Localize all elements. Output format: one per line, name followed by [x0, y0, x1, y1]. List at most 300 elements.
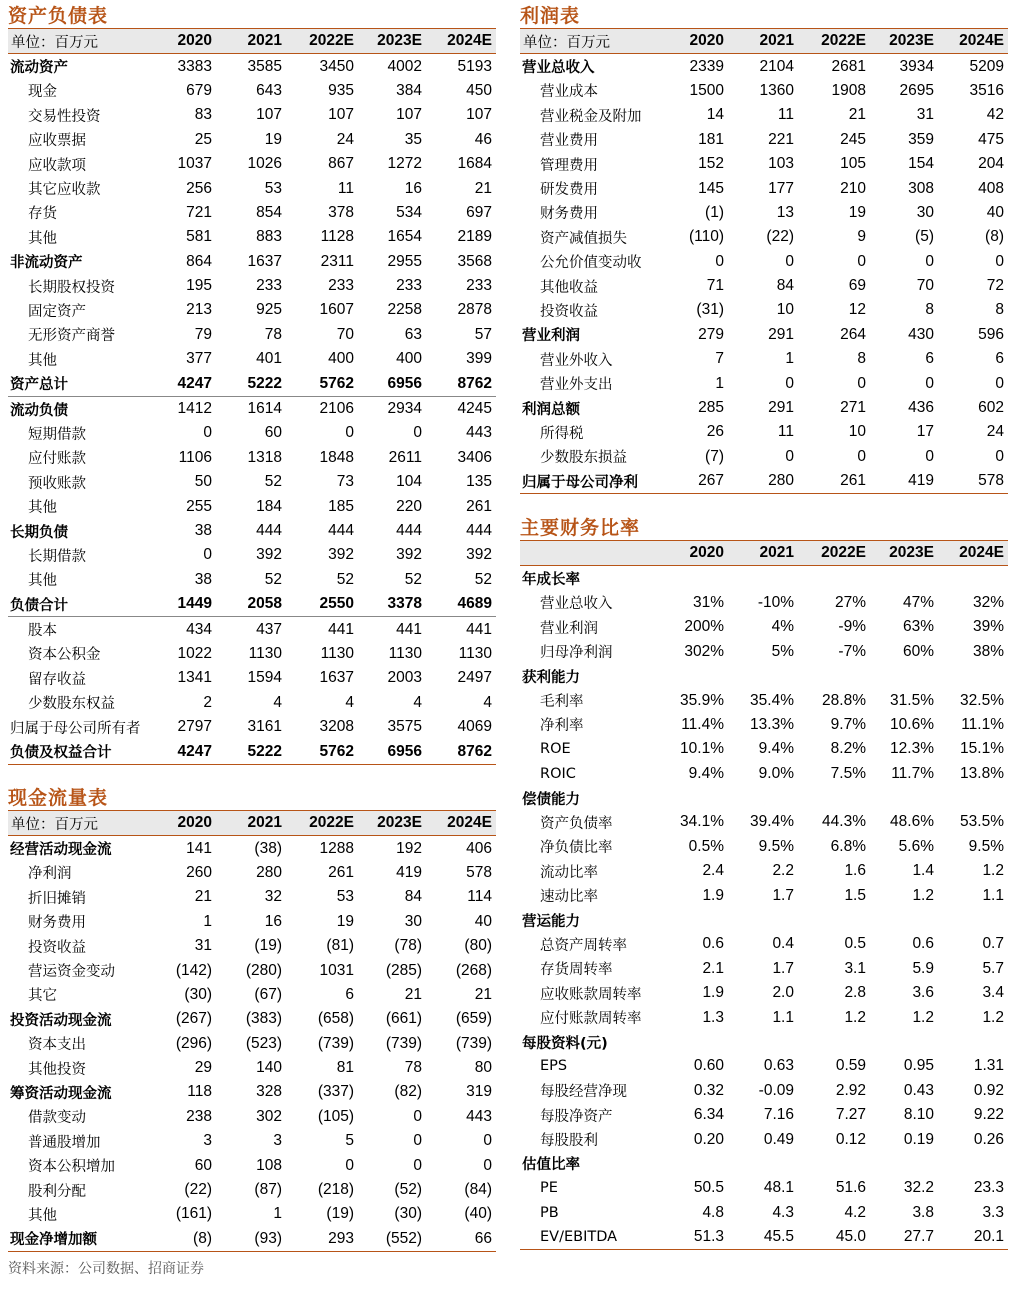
cell-value: 3934 — [899, 57, 934, 75]
table-header-row — [520, 541, 1008, 566]
cell-value: 48.6% — [890, 813, 934, 831]
cell-value: 4245 — [426, 396, 496, 421]
cell-value: 80 — [474, 1059, 492, 1077]
cell-value: 377 — [186, 350, 212, 368]
row-label: 速动比率 — [540, 889, 598, 906]
cell-value: 63% — [902, 618, 934, 636]
row-label: 营业外收入 — [540, 352, 613, 369]
cell-value — [668, 786, 728, 810]
cell-value: 9 — [857, 228, 866, 246]
table-row — [520, 908, 1008, 932]
cell-value: 84 — [404, 888, 422, 906]
cell-value: 60% — [902, 642, 934, 660]
row-label: 营业总收入 — [522, 60, 595, 77]
row-label: 少数股东权益 — [28, 696, 115, 713]
cell-value: 104 — [396, 473, 422, 491]
cell-value: 1654 — [387, 228, 422, 246]
cell-value: (161) — [175, 1205, 212, 1223]
cell-value: (19) — [326, 1205, 354, 1223]
cell-value: 2550 — [319, 595, 354, 613]
cell-value — [668, 1030, 728, 1054]
cell-value: 0.19 — [903, 1130, 934, 1148]
table-row — [8, 958, 496, 982]
cell-value: 2058 — [247, 595, 282, 613]
cell-value: 107 — [466, 106, 492, 124]
cell-value: 17 — [916, 423, 934, 441]
table-row — [520, 835, 1008, 859]
cell-value: 53 — [264, 179, 282, 197]
cell-value: (280) — [245, 961, 282, 979]
cell-value: 883 — [256, 228, 282, 246]
cell-value: 434 — [156, 617, 216, 642]
cell-value: 13.3% — [750, 715, 794, 733]
cell-value: 443 — [466, 1107, 492, 1125]
cell-value: 1637 — [247, 252, 282, 270]
row-label: 长期借款 — [28, 548, 86, 565]
row-label: 营业成本 — [540, 84, 598, 101]
cell-value: 2 — [203, 693, 212, 711]
cell-value: 69 — [848, 277, 866, 295]
cell-value: 0 — [203, 424, 212, 442]
cell-value: 52 — [264, 473, 282, 491]
cell-value: 1594 — [247, 669, 282, 687]
unit-label: 单位：百万元 — [520, 29, 668, 54]
cell-value: 1684 — [457, 155, 492, 173]
row-label: 股本 — [8, 617, 156, 642]
table-row — [8, 1080, 496, 1104]
cell-value: 293 — [286, 1227, 358, 1252]
cell-value: 184 — [256, 497, 282, 515]
cell-value: 1449 — [177, 595, 212, 613]
table-row — [520, 713, 1008, 737]
row-label: 其它 — [28, 988, 57, 1005]
cell-value: 581 — [186, 228, 212, 246]
cell-value: 103 — [768, 155, 794, 173]
cell-value: 8 — [857, 350, 866, 368]
cell-value — [938, 1152, 1008, 1176]
cell-value: 328 — [256, 1083, 282, 1101]
cell-value — [870, 664, 938, 688]
row-label: 财务费用 — [540, 206, 598, 223]
row-label: PB — [540, 1204, 559, 1221]
cell-value: 57 — [474, 325, 492, 343]
cell-value: 578 — [938, 469, 1008, 494]
row-label: 借款变动 — [28, 1110, 86, 1127]
table-row — [520, 1079, 1008, 1103]
cell-value: (296) — [175, 1034, 212, 1052]
cell-value: 4247 — [156, 739, 216, 764]
cell-value: 0.26 — [973, 1130, 1004, 1148]
cell-value — [870, 566, 938, 591]
cell-value: 8 — [995, 301, 1004, 319]
cell-value: 5209 — [969, 57, 1004, 75]
row-label: 其他 — [28, 352, 57, 369]
cell-value: 5 — [345, 1132, 354, 1150]
cell-value: (52) — [394, 1181, 422, 1199]
cell-value: (8) — [156, 1227, 216, 1252]
row-label: 无形资产商誉 — [28, 328, 115, 345]
cell-value — [668, 664, 728, 688]
row-label: 存货 — [28, 206, 57, 223]
cell-value: 177 — [768, 179, 794, 197]
cell-value: 443 — [466, 424, 492, 442]
cell-value: 1 — [785, 350, 794, 368]
table-row — [8, 983, 496, 1007]
row-label: 投资收益 — [28, 939, 86, 956]
cell-value: 721 — [186, 203, 212, 221]
cell-value: 51.3 — [668, 1225, 728, 1250]
cell-value: 83 — [194, 106, 212, 124]
cell-value — [728, 1030, 798, 1054]
row-label: 净利率 — [540, 718, 584, 735]
cell-value: 441 — [358, 617, 426, 642]
ratios-table — [520, 540, 1008, 1250]
row-label: 其他投资 — [28, 1061, 86, 1078]
table-row — [520, 1127, 1008, 1151]
table-row — [520, 615, 1008, 639]
table-row — [8, 519, 496, 543]
cell-value: 1360 — [759, 81, 794, 99]
cell-value: 0 — [413, 1156, 422, 1174]
table-row — [8, 1227, 496, 1252]
cell-value: 141 — [186, 839, 212, 857]
cell-value: 392 — [328, 546, 354, 564]
table-row — [520, 274, 1008, 298]
table-row — [8, 1056, 496, 1080]
cell-value: 195 — [186, 277, 212, 295]
row-label: 筹资活动现金流 — [10, 1085, 112, 1102]
cell-value: 437 — [216, 617, 286, 642]
cell-value: 185 — [328, 497, 354, 515]
table-row — [8, 201, 496, 225]
cell-value — [798, 1030, 870, 1054]
cell-value — [798, 664, 870, 688]
cell-value: 42 — [986, 106, 1004, 124]
cell-value: 261 — [328, 863, 354, 881]
row-label: 流动资产 — [10, 60, 68, 77]
cell-value: 52 — [264, 570, 282, 588]
cell-value: 2878 — [457, 301, 492, 319]
year-header: 2021 — [216, 811, 286, 836]
row-label: 资本支出 — [28, 1037, 86, 1054]
row-label: 其它应收款 — [28, 182, 101, 199]
cell-value: 450 — [466, 81, 492, 99]
cell-value: 2003 — [387, 669, 422, 687]
cell-value: 60 — [264, 424, 282, 442]
row-label: 其他 — [28, 1207, 57, 1224]
row-label: 营运资金变动 — [28, 964, 115, 981]
cell-value: 31 — [194, 937, 212, 955]
table-row — [520, 298, 1008, 322]
cell-value: 31 — [916, 106, 934, 124]
cell-value: 0 — [345, 1156, 354, 1174]
cell-value: 3.8 — [912, 1203, 934, 1221]
cell-value: 444 — [466, 522, 492, 539]
cell-value: (268) — [455, 961, 492, 979]
cell-value: 0 — [203, 546, 212, 564]
cell-value: 430 — [908, 325, 934, 343]
cell-value: 24 — [336, 130, 354, 148]
cell-value: 7.27 — [835, 1106, 866, 1124]
cell-value: 192 — [396, 839, 422, 857]
cell-value: 40 — [474, 912, 492, 930]
cell-value: (739) — [455, 1034, 492, 1052]
table-row — [520, 103, 1008, 127]
cell-value: 0 — [715, 252, 724, 270]
cell-value: 1 — [273, 1205, 282, 1223]
cell-value: 233 — [328, 277, 354, 295]
cell-value: 11 — [777, 423, 794, 441]
cell-value — [870, 908, 938, 932]
ratios-section — [520, 516, 1008, 1250]
table-row — [520, 640, 1008, 664]
row-label: 净利润 — [28, 866, 72, 883]
table-row — [520, 1054, 1008, 1078]
year-header: 2021 — [728, 541, 798, 566]
table-row — [8, 396, 496, 421]
cell-value: 35.9% — [680, 691, 724, 709]
cell-value: 392 — [396, 546, 422, 564]
cell-value: 4002 — [387, 57, 422, 75]
cell-value: 210 — [840, 179, 866, 197]
cell-value: 260 — [186, 863, 212, 881]
table-row — [8, 666, 496, 690]
cell-value: 145 — [698, 179, 724, 197]
year-header: 2020 — [156, 29, 216, 54]
cell-value: 5% — [771, 642, 794, 660]
cell-value: 925 — [256, 301, 282, 319]
cell-value: 107 — [396, 106, 422, 124]
cell-value: 4247 — [177, 374, 212, 392]
cell-value: 2611 — [388, 448, 422, 466]
cell-value: (78) — [394, 937, 422, 955]
cell-value: 1607 — [319, 301, 354, 319]
cell-value: 9.22 — [973, 1106, 1004, 1124]
cell-value: 45.0 — [798, 1225, 870, 1250]
cell-value: 19 — [264, 130, 282, 148]
cell-value: (552) — [358, 1227, 426, 1252]
cell-value: 52 — [474, 570, 492, 588]
table-row — [520, 1005, 1008, 1029]
cell-value: 261 — [466, 497, 492, 515]
cell-value: 11.1% — [961, 715, 1004, 733]
cell-value: 15.1% — [960, 740, 1004, 758]
table-row — [8, 128, 496, 152]
cell-value: 31% — [692, 593, 724, 611]
table-row — [520, 445, 1008, 469]
cell-value: 1 — [715, 374, 724, 392]
cell-value: 24 — [986, 423, 1004, 441]
cell-value: 6956 — [358, 739, 426, 764]
cell-value: (659) — [455, 1010, 492, 1028]
cell-value: (110) — [688, 228, 724, 246]
row-label: 非流动资产 — [10, 255, 83, 272]
row-label: 负债及权益合计 — [8, 739, 156, 764]
cell-value — [938, 566, 1008, 591]
cell-value: (22) — [184, 1181, 212, 1199]
cell-value: 35.4% — [750, 691, 794, 709]
row-label: 投资活动现金流 — [10, 1012, 112, 1029]
cell-value: 8.2% — [830, 740, 866, 758]
table-row — [520, 469, 1008, 494]
cell-value: 1.5 — [844, 886, 866, 904]
balance-sheet-section — [8, 4, 496, 765]
cell-value: 1026 — [247, 155, 282, 173]
table-row — [8, 934, 496, 958]
cell-value: 399 — [466, 350, 492, 368]
cell-value: 52 — [336, 570, 354, 588]
cell-value: 40 — [986, 203, 1004, 221]
row-label: 获利能力 — [522, 669, 580, 686]
cell-value: 4.2 — [844, 1203, 866, 1221]
cell-value: 359 — [908, 130, 934, 148]
table-row — [8, 885, 496, 909]
table-row — [8, 347, 496, 371]
row-label: 资产负债率 — [540, 815, 613, 832]
income-statement-table — [520, 28, 1008, 494]
cell-value: 11 — [777, 106, 794, 124]
cell-value: 21 — [474, 179, 492, 197]
row-label: 资产减值损失 — [540, 230, 627, 247]
year-header: 2024E — [938, 541, 1008, 566]
year-header: 2022E — [798, 29, 870, 54]
table-row — [520, 1176, 1008, 1200]
cell-value: 1.4 — [912, 862, 934, 880]
cell-value: 0.60 — [693, 1057, 724, 1075]
cell-value: 0.49 — [763, 1130, 794, 1148]
cell-value: 2258 — [387, 301, 422, 319]
cell-value: 0 — [483, 1156, 492, 1174]
cell-value: 1130 — [248, 644, 282, 662]
cell-value: 70 — [336, 325, 354, 343]
table-row — [8, 421, 496, 445]
cell-value: (82) — [394, 1083, 422, 1101]
unit-label: 单位：百万元 — [8, 811, 156, 836]
row-label: 经营活动现金流 — [10, 842, 112, 859]
row-label: ROE — [540, 741, 571, 758]
row-label: EPS — [540, 1058, 568, 1075]
year-header: 2022E — [286, 811, 358, 836]
table-row — [8, 617, 496, 642]
cell-value: 280 — [256, 863, 282, 881]
cell-value: 21 — [474, 985, 492, 1003]
cell-value: 233 — [256, 277, 282, 295]
cell-value: 2189 — [457, 228, 492, 246]
cell-value: 51.6 — [835, 1179, 866, 1197]
cell-value: 29 — [194, 1059, 212, 1077]
cell-value: 441 — [286, 617, 358, 642]
cell-value: 135 — [466, 473, 492, 491]
table-row — [520, 566, 1008, 591]
cell-value: (81) — [326, 937, 354, 955]
cell-value: 1.31 — [973, 1057, 1004, 1075]
row-label: 归母净利润 — [540, 645, 613, 662]
cell-value: 73 — [336, 473, 354, 491]
row-label: 其他 — [28, 500, 57, 517]
row-label: 估值比率 — [522, 1157, 580, 1174]
row-label: 营业总收入 — [540, 596, 613, 613]
row-label: 少数股东损益 — [540, 450, 627, 467]
table-row — [520, 932, 1008, 956]
cell-value: 1.1 — [772, 1008, 794, 1026]
cell-value: (30) — [184, 985, 212, 1003]
cell-value: 256 — [186, 179, 212, 197]
cell-value: 400 — [396, 350, 422, 368]
cell-value: 6.8% — [830, 837, 866, 855]
cell-value: 45.5 — [728, 1225, 798, 1250]
cell-value: 20.1 — [938, 1225, 1008, 1250]
table-row — [520, 810, 1008, 834]
cell-value: 1908 — [831, 81, 866, 99]
cell-value: 152 — [698, 155, 724, 173]
cell-value — [870, 1152, 938, 1176]
cell-value: 1031 — [319, 961, 354, 979]
year-header: 2020 — [668, 541, 728, 566]
table-row — [520, 152, 1008, 176]
cell-value: 291 — [768, 325, 794, 343]
cell-value: 0.43 — [903, 1081, 934, 1099]
year-header: 2022E — [286, 29, 358, 54]
row-label: 预收账款 — [28, 475, 86, 492]
cell-value: 27.7 — [870, 1225, 938, 1250]
cell-value: 285 — [698, 399, 724, 417]
table-row — [8, 103, 496, 127]
table-row — [520, 371, 1008, 395]
table-row — [520, 1103, 1008, 1127]
table-row — [8, 371, 496, 396]
year-header: 2023E — [358, 29, 426, 54]
cell-value: 27% — [834, 593, 866, 611]
cell-value — [938, 664, 1008, 688]
table-row — [8, 739, 496, 764]
cell-value: 578 — [466, 863, 492, 881]
row-label: 每股经营净现 — [540, 1084, 627, 1101]
cell-value: 0 — [413, 1132, 422, 1150]
cell-value: 3161 — [247, 718, 282, 736]
cell-value: 11.4% — [681, 715, 724, 733]
cell-value: 72 — [986, 277, 1004, 295]
row-label: 应收款项 — [28, 157, 86, 174]
cell-value: 4% — [771, 618, 794, 636]
cell-value: (285) — [385, 961, 422, 979]
cell-value: 220 — [396, 497, 422, 515]
cell-value: 419 — [396, 863, 422, 881]
table-row — [8, 1178, 496, 1202]
cell-value: 8762 — [457, 374, 492, 392]
cell-value: 2.92 — [835, 1081, 866, 1099]
cell-value: 3.1 — [844, 959, 866, 977]
cell-value — [728, 908, 798, 932]
cell-value — [668, 1152, 728, 1176]
table-header-row — [8, 811, 496, 836]
cell-value: 4 — [413, 693, 422, 711]
cell-value: 140 — [256, 1059, 282, 1077]
cell-value: 3450 — [319, 57, 354, 75]
cell-value: (80) — [464, 937, 492, 955]
cell-value: 279 — [698, 325, 724, 343]
cell-value: 3 — [273, 1132, 282, 1150]
row-label: PE — [540, 1180, 558, 1197]
cell-value: 643 — [256, 81, 282, 99]
cell-value: 204 — [978, 155, 1004, 173]
cell-value: 0 — [483, 1132, 492, 1150]
cell-value: 238 — [186, 1107, 212, 1125]
cell-value: (30) — [394, 1205, 422, 1223]
cell-value: 534 — [396, 203, 422, 221]
row-label: 年成长率 — [522, 572, 580, 589]
row-label: 留存收益 — [28, 671, 86, 688]
cell-value: 3.6 — [912, 984, 934, 1002]
